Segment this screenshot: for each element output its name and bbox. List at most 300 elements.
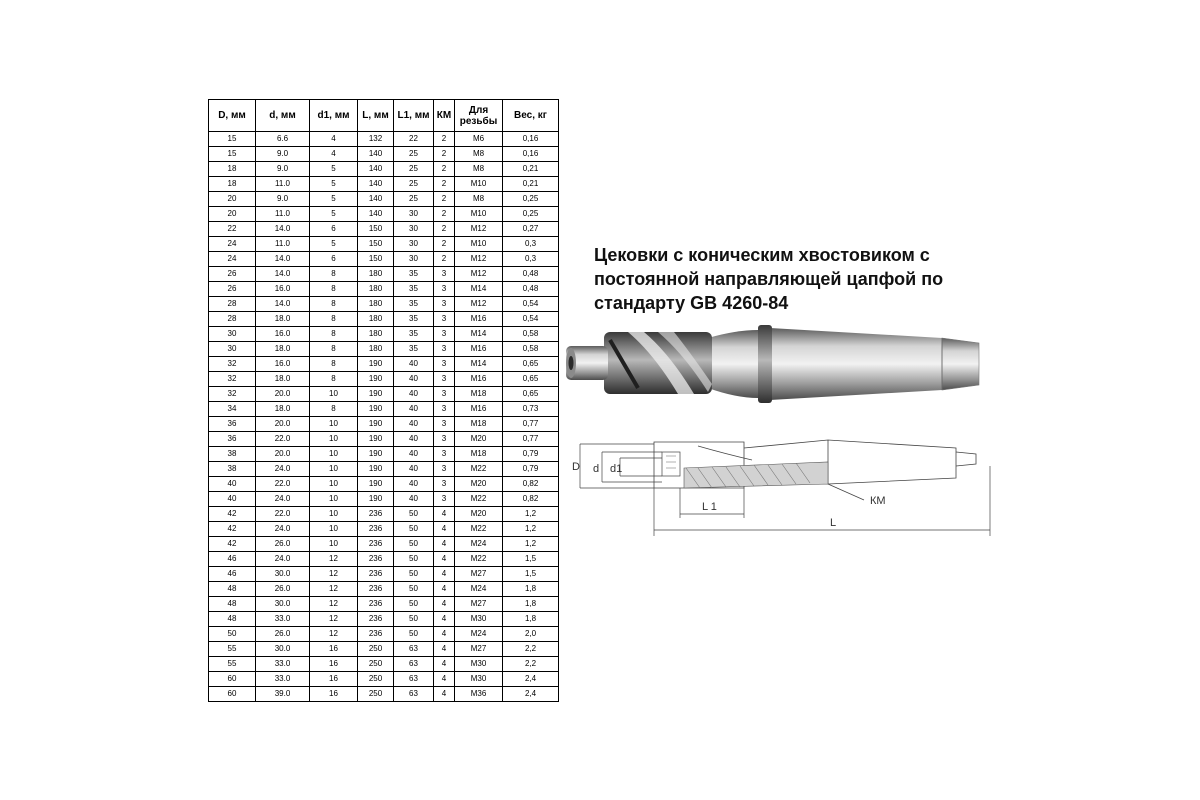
table-cell: 0,65 xyxy=(503,357,559,372)
table-cell: 50 xyxy=(394,507,434,522)
table-cell: 20 xyxy=(209,192,256,207)
table-cell: 40 xyxy=(394,417,434,432)
table-cell: 50 xyxy=(394,612,434,627)
table-cell: 4 xyxy=(310,147,358,162)
dimension-drawing xyxy=(566,430,998,540)
table-cell: M24 xyxy=(455,537,503,552)
table-cell: 42 xyxy=(209,522,256,537)
table-cell: 6 xyxy=(310,222,358,237)
table-cell: 10 xyxy=(310,462,358,477)
table-cell: 3 xyxy=(434,402,455,417)
table-cell: 22.0 xyxy=(256,477,310,492)
table-cell: 1,8 xyxy=(503,582,559,597)
table-cell: 0,48 xyxy=(503,282,559,297)
counterbore-photo xyxy=(558,318,986,410)
table-cell: 35 xyxy=(394,297,434,312)
table-row xyxy=(209,582,559,597)
table-cell: 12 xyxy=(310,612,358,627)
table-cell: 26 xyxy=(209,267,256,282)
table-cell: 236 xyxy=(358,507,394,522)
label-d1: d1 xyxy=(610,463,623,475)
table-cell: 38 xyxy=(209,462,256,477)
table-cell: 40 xyxy=(394,447,434,462)
table-cell: 250 xyxy=(358,657,394,672)
table-cell: M12 xyxy=(455,252,503,267)
tool-shank xyxy=(770,328,979,400)
col-header-D: D, мм xyxy=(209,100,256,132)
table-cell: 4 xyxy=(434,537,455,552)
table-cell: 11.0 xyxy=(256,207,310,222)
table-cell: 0,58 xyxy=(503,342,559,357)
table-cell: 180 xyxy=(358,312,394,327)
table-cell: 0,25 xyxy=(503,207,559,222)
table-cell: 24.0 xyxy=(256,462,310,477)
table-row xyxy=(209,252,559,267)
table-cell: 236 xyxy=(358,582,394,597)
table-cell: 3 xyxy=(434,372,455,387)
table-row xyxy=(209,672,559,687)
table-cell: 16 xyxy=(310,672,358,687)
table-cell: 10 xyxy=(310,417,358,432)
table-row xyxy=(209,132,559,147)
table-cell: 18.0 xyxy=(256,312,310,327)
table-cell: 5 xyxy=(310,207,358,222)
table-cell: 40 xyxy=(394,357,434,372)
table-cell: 2 xyxy=(434,252,455,267)
table-cell: 0,73 xyxy=(503,402,559,417)
table-cell: 2 xyxy=(434,162,455,177)
table-cell: M8 xyxy=(455,147,503,162)
table-cell: M22 xyxy=(455,462,503,477)
table-cell: 30.0 xyxy=(256,597,310,612)
table-cell: 250 xyxy=(358,687,394,702)
label-d: d xyxy=(593,463,600,475)
table-cell: 16 xyxy=(310,657,358,672)
table-cell: 4 xyxy=(434,687,455,702)
table-cell: 4 xyxy=(434,657,455,672)
table-cell: 4 xyxy=(434,642,455,657)
table-cell: 50 xyxy=(394,627,434,642)
table-row xyxy=(209,147,559,162)
table-cell: 20.0 xyxy=(256,417,310,432)
table-cell: 4 xyxy=(434,552,455,567)
table-row xyxy=(209,492,559,507)
spec-table-grid xyxy=(208,99,559,702)
table-cell: 32 xyxy=(209,357,256,372)
table-cell: 25 xyxy=(394,147,434,162)
table-cell: 18 xyxy=(209,177,256,192)
table-cell: 0,54 xyxy=(503,312,559,327)
table-cell: 18 xyxy=(209,162,256,177)
table-cell: 3 xyxy=(434,357,455,372)
table-row xyxy=(209,642,559,657)
table-row xyxy=(209,417,559,432)
table-cell: 190 xyxy=(358,357,394,372)
label-L1: L 1 xyxy=(702,501,717,513)
table-cell: M12 xyxy=(455,297,503,312)
table-cell: 12 xyxy=(310,582,358,597)
table-cell: 40 xyxy=(209,492,256,507)
page-title: Цековки с коническим хвостовиком с постоянной направляющей цапфой по стандарту GB 4260-84 xyxy=(594,245,944,313)
table-cell: 8 xyxy=(310,297,358,312)
table-row xyxy=(209,237,559,252)
table-cell: 35 xyxy=(394,312,434,327)
table-cell: 236 xyxy=(358,537,394,552)
table-cell: 10 xyxy=(310,492,358,507)
table-cell: 1,8 xyxy=(503,612,559,627)
table-cell: 250 xyxy=(358,672,394,687)
table-cell: 236 xyxy=(358,552,394,567)
table-cell: 42 xyxy=(209,507,256,522)
table-cell: 14.0 xyxy=(256,297,310,312)
table-cell: 190 xyxy=(358,462,394,477)
table-cell: 36 xyxy=(209,432,256,447)
table-cell: 0,79 xyxy=(503,447,559,462)
table-cell: 2,4 xyxy=(503,672,559,687)
table-cell: 2 xyxy=(434,237,455,252)
table-cell: 9.0 xyxy=(256,162,310,177)
table-cell: 10 xyxy=(310,507,358,522)
table-cell: 10 xyxy=(310,477,358,492)
table-cell: 55 xyxy=(209,642,256,657)
table-cell: 30 xyxy=(394,222,434,237)
table-cell: M20 xyxy=(455,432,503,447)
table-cell: 150 xyxy=(358,252,394,267)
table-cell: 3 xyxy=(434,327,455,342)
table-cell: 3 xyxy=(434,447,455,462)
table-cell: 1,8 xyxy=(503,597,559,612)
table-cell: M8 xyxy=(455,162,503,177)
table-cell: M30 xyxy=(455,657,503,672)
table-cell: 25 xyxy=(394,192,434,207)
table-cell: 250 xyxy=(358,642,394,657)
table-cell: 5 xyxy=(310,237,358,252)
table-cell: 236 xyxy=(358,597,394,612)
table-cell: 0,77 xyxy=(503,432,559,447)
tool-section xyxy=(684,462,828,488)
table-cell: 180 xyxy=(358,327,394,342)
table-cell: 12 xyxy=(310,627,358,642)
table-cell: 40 xyxy=(209,477,256,492)
table-cell: 50 xyxy=(394,567,434,582)
table-cell: 4 xyxy=(434,612,455,627)
table-cell: 8 xyxy=(310,402,358,417)
table-header-row xyxy=(209,100,559,132)
table-cell: M16 xyxy=(455,312,503,327)
table-cell: 24.0 xyxy=(256,492,310,507)
table-row xyxy=(209,312,559,327)
table-cell: 12 xyxy=(310,552,358,567)
table-cell: M12 xyxy=(455,267,503,282)
table-cell: 8 xyxy=(310,342,358,357)
table-cell: 0,16 xyxy=(503,147,559,162)
table-row xyxy=(209,462,559,477)
table-cell: 10 xyxy=(310,432,358,447)
table-cell: M27 xyxy=(455,567,503,582)
table-cell: 190 xyxy=(358,432,394,447)
table-cell: 180 xyxy=(358,282,394,297)
table-cell: 20 xyxy=(209,207,256,222)
table-cell: 3 xyxy=(434,297,455,312)
table-cell: 4 xyxy=(434,597,455,612)
table-cell: 4 xyxy=(434,672,455,687)
table-cell: M16 xyxy=(455,402,503,417)
table-cell: M24 xyxy=(455,582,503,597)
table-cell: 180 xyxy=(358,297,394,312)
table-row xyxy=(209,552,559,567)
table-cell: 30.0 xyxy=(256,567,310,582)
table-cell: 63 xyxy=(394,687,434,702)
table-cell: 190 xyxy=(358,492,394,507)
table-cell: 190 xyxy=(358,372,394,387)
table-cell: 40 xyxy=(394,372,434,387)
table-cell: 4 xyxy=(434,582,455,597)
table-cell: 33.0 xyxy=(256,672,310,687)
table-cell: 2 xyxy=(434,132,455,147)
table-cell: 140 xyxy=(358,207,394,222)
table-cell: 140 xyxy=(358,162,394,177)
table-cell: 8 xyxy=(310,267,358,282)
table-cell: M12 xyxy=(455,222,503,237)
table-cell: M24 xyxy=(455,627,503,642)
table-cell: 48 xyxy=(209,597,256,612)
col-header-weight: Вес, кг xyxy=(503,100,559,132)
table-cell: 0,3 xyxy=(503,252,559,267)
table-cell: M36 xyxy=(455,687,503,702)
table-cell: 26.0 xyxy=(256,627,310,642)
table-cell: M18 xyxy=(455,447,503,462)
table-cell: 48 xyxy=(209,612,256,627)
tool-cutter-head xyxy=(604,332,712,394)
table-cell: 30 xyxy=(209,342,256,357)
table-cell: 2,2 xyxy=(503,642,559,657)
table-cell: 35 xyxy=(394,267,434,282)
table-cell: 4 xyxy=(434,522,455,537)
table-row xyxy=(209,402,559,417)
table-row xyxy=(209,177,559,192)
table-cell: 24 xyxy=(209,237,256,252)
table-row xyxy=(209,192,559,207)
table-cell: 0,65 xyxy=(503,387,559,402)
table-cell: 8 xyxy=(310,327,358,342)
table-cell: 9.0 xyxy=(256,147,310,162)
table-cell: 11.0 xyxy=(256,237,310,252)
table-cell: 15 xyxy=(209,147,256,162)
table-cell: 0,48 xyxy=(503,267,559,282)
table-cell: 4 xyxy=(434,627,455,642)
table-cell: 40 xyxy=(394,432,434,447)
table-cell: 40 xyxy=(394,477,434,492)
table-cell: 35 xyxy=(394,282,434,297)
table-cell: M16 xyxy=(455,342,503,357)
table-cell: 28 xyxy=(209,312,256,327)
table-row xyxy=(209,327,559,342)
table-cell: M20 xyxy=(455,477,503,492)
table-cell: 32 xyxy=(209,387,256,402)
spec-table xyxy=(208,99,559,702)
table-cell: 0,25 xyxy=(503,192,559,207)
table-cell: 4 xyxy=(434,567,455,582)
table-cell: M30 xyxy=(455,672,503,687)
table-cell: 3 xyxy=(434,477,455,492)
table-cell: 35 xyxy=(394,342,434,357)
table-cell: 33.0 xyxy=(256,657,310,672)
table-cell: 3 xyxy=(434,312,455,327)
table-cell: 12 xyxy=(310,597,358,612)
table-cell: 0,58 xyxy=(503,327,559,342)
table-cell: M14 xyxy=(455,282,503,297)
table-cell: M10 xyxy=(455,207,503,222)
table-cell: 8 xyxy=(310,282,358,297)
table-cell: 50 xyxy=(394,597,434,612)
table-cell: 6.6 xyxy=(256,132,310,147)
table-cell: 50 xyxy=(394,552,434,567)
table-cell: 26.0 xyxy=(256,537,310,552)
table-cell: 16 xyxy=(310,642,358,657)
table-cell: 0,27 xyxy=(503,222,559,237)
label-KM: КМ xyxy=(870,495,886,507)
table-cell: 14.0 xyxy=(256,252,310,267)
table-cell: 0,54 xyxy=(503,297,559,312)
table-cell: 48 xyxy=(209,582,256,597)
table-row xyxy=(209,162,559,177)
table-cell: M10 xyxy=(455,237,503,252)
table-cell: 1,5 xyxy=(503,567,559,582)
table-cell: 1,5 xyxy=(503,552,559,567)
table-cell: M8 xyxy=(455,192,503,207)
table-cell: 1,2 xyxy=(503,507,559,522)
table-row xyxy=(209,612,559,627)
table-cell: 40 xyxy=(394,462,434,477)
col-header-d1: d1, мм xyxy=(310,100,358,132)
table-cell: 46 xyxy=(209,552,256,567)
table-cell: 180 xyxy=(358,267,394,282)
table-cell: 3 xyxy=(434,417,455,432)
table-cell: 4 xyxy=(310,132,358,147)
table-cell: 150 xyxy=(358,237,394,252)
table-cell: 50 xyxy=(394,537,434,552)
table-cell: 236 xyxy=(358,522,394,537)
table-cell: 63 xyxy=(394,642,434,657)
table-cell: 3 xyxy=(434,282,455,297)
table-row xyxy=(209,282,559,297)
table-cell: 190 xyxy=(358,387,394,402)
table-cell: 236 xyxy=(358,627,394,642)
table-cell: 8 xyxy=(310,372,358,387)
table-cell: 40 xyxy=(394,492,434,507)
table-row xyxy=(209,222,559,237)
table-cell: 20.0 xyxy=(256,447,310,462)
table-cell: 0,82 xyxy=(503,492,559,507)
table-cell: 140 xyxy=(358,192,394,207)
table-cell: 0,16 xyxy=(503,132,559,147)
table-cell: M20 xyxy=(455,507,503,522)
table-cell: 14.0 xyxy=(256,267,310,282)
table-cell: 16 xyxy=(310,687,358,702)
table-cell: 24.0 xyxy=(256,522,310,537)
table-cell: 30 xyxy=(209,327,256,342)
table-cell: 24 xyxy=(209,252,256,267)
table-cell: M22 xyxy=(455,522,503,537)
table-cell: 34 xyxy=(209,402,256,417)
table-cell: 132 xyxy=(358,132,394,147)
table-cell: 63 xyxy=(394,672,434,687)
table-row xyxy=(209,477,559,492)
table-cell: 18.0 xyxy=(256,372,310,387)
table-cell: 236 xyxy=(358,612,394,627)
table-cell: 50 xyxy=(394,582,434,597)
table-cell: 150 xyxy=(358,222,394,237)
table-cell: 2,2 xyxy=(503,657,559,672)
table-cell: 40 xyxy=(394,402,434,417)
col-header-d: d, мм xyxy=(256,100,310,132)
table-cell: 15 xyxy=(209,132,256,147)
table-cell: 0,79 xyxy=(503,462,559,477)
table-cell: 8 xyxy=(310,357,358,372)
table-cell: M27 xyxy=(455,642,503,657)
table-cell: 3 xyxy=(434,432,455,447)
table-row xyxy=(209,432,559,447)
table-row xyxy=(209,522,559,537)
table-cell: 5 xyxy=(310,192,358,207)
table-row xyxy=(209,372,559,387)
table-cell: 2,4 xyxy=(503,687,559,702)
table-row xyxy=(209,597,559,612)
table-row xyxy=(209,357,559,372)
table-cell: 30.0 xyxy=(256,642,310,657)
col-header-KM: КМ xyxy=(434,100,455,132)
table-cell: M14 xyxy=(455,327,503,342)
table-cell: 3 xyxy=(434,462,455,477)
table-cell: 26 xyxy=(209,282,256,297)
label-D: D xyxy=(572,461,580,473)
table-cell: 3 xyxy=(434,267,455,282)
table-cell: 5 xyxy=(310,162,358,177)
table-cell: 26.0 xyxy=(256,582,310,597)
table-cell: 16.0 xyxy=(256,357,310,372)
table-row xyxy=(209,387,559,402)
table-cell: 24.0 xyxy=(256,552,310,567)
table-row xyxy=(209,657,559,672)
table-cell: 18.0 xyxy=(256,402,310,417)
table-row xyxy=(209,507,559,522)
table-cell: 8 xyxy=(310,312,358,327)
table-cell: M27 xyxy=(455,597,503,612)
table-cell: 4 xyxy=(434,507,455,522)
table-cell: 22.0 xyxy=(256,432,310,447)
table-row xyxy=(209,687,559,702)
table-row xyxy=(209,267,559,282)
table-cell: 50 xyxy=(394,522,434,537)
table-cell: 60 xyxy=(209,687,256,702)
table-cell: 42 xyxy=(209,537,256,552)
tool-neck xyxy=(708,330,758,398)
table-cell: 190 xyxy=(358,417,394,432)
table-cell: M22 xyxy=(455,492,503,507)
table-row xyxy=(209,342,559,357)
col-header-thread: Для резьбы xyxy=(455,100,503,132)
table-cell: M18 xyxy=(455,387,503,402)
table-cell: M22 xyxy=(455,552,503,567)
table-row xyxy=(209,207,559,222)
col-header-L: L, мм xyxy=(358,100,394,132)
table-cell: 46 xyxy=(209,567,256,582)
table-cell: 140 xyxy=(358,177,394,192)
table-cell: 11.0 xyxy=(256,177,310,192)
table-cell: 33.0 xyxy=(256,612,310,627)
table-cell: 1,2 xyxy=(503,522,559,537)
table-cell: 10 xyxy=(310,522,358,537)
